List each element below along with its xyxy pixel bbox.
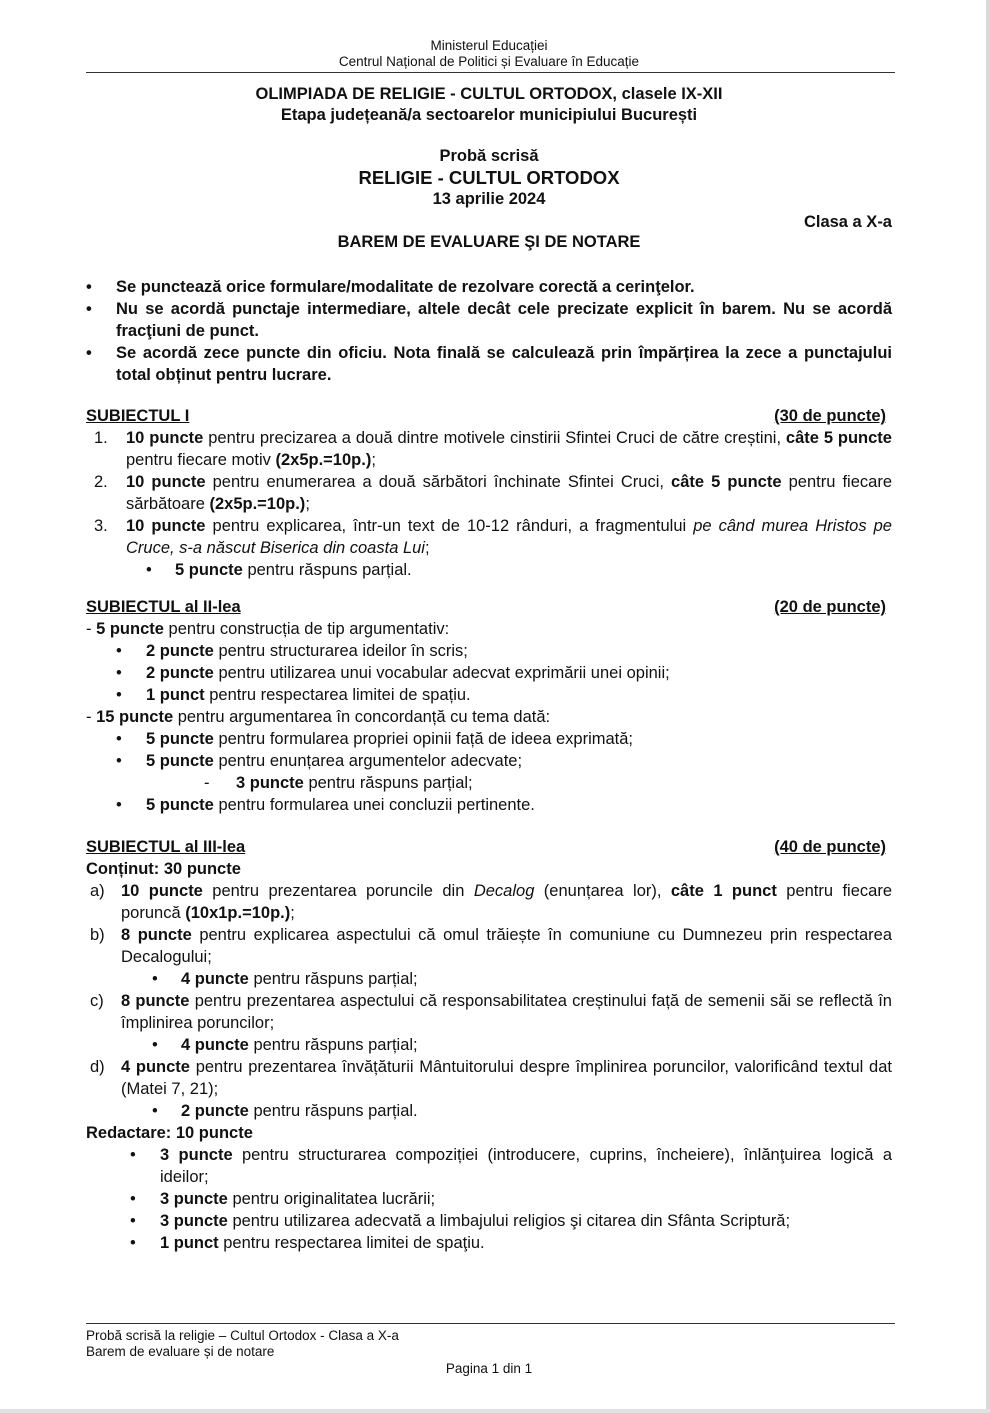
item-1: 1. 10 puncte pentru precizarea a două dintre motivele cinstirii Sfintei Cruci de către creștini, câte 5 puncte pentru fiecare motiv (2x5p.=10p.); <box>94 429 892 469</box>
rule-item: • Se punctează orice formulare/modalitate de rezolvare corectă a cerinţelor. <box>86 278 695 296</box>
list-item: • 5 puncte pentru enunțarea argumentelor adecvate; <box>116 752 523 770</box>
barem-title: BAREM DE EVALUARE ŞI DE NOTARE <box>337 233 641 251</box>
page-number: Pagina 1 din 1 <box>445 1361 533 1376</box>
redactare-item: • 3 puncte pentru structurarea compoziției (introducere, cuprins, încheiere), înlănţuirea logică a ideilor; <box>130 1146 892 1186</box>
section-points: (20 de puncte) <box>774 598 886 616</box>
rule-item: • Nu se acordă punctaje intermediare, altele decât cele precizate explicit în barem. Nu se acordă fracţiuni de punct. <box>86 300 892 340</box>
list-item: • 1 punct pentru respectarea limitei de spațiu. <box>116 686 471 704</box>
list-item: • 2 puncte pentru structurarea ideilor în scris; <box>116 642 468 660</box>
page-edge-shadow <box>986 0 990 1413</box>
general-rules <box>86 276 892 386</box>
section-heading <box>86 596 886 618</box>
proba-label: Probă scrisă <box>439 147 539 165</box>
group-1: - 5 puncte pentru construcția de tip argumentativ: <box>86 620 450 638</box>
section-points: (30 de puncte) <box>774 407 886 425</box>
subject-label: RELIGIE - CULTUL ORTODOX <box>358 167 620 188</box>
redactare-heading: Redactare: 10 puncte <box>86 1124 253 1142</box>
item-b: b) 8 puncte pentru explicarea aspectului că omul trăiește în comuniune cu Dumnezeu prin respectarea Decalogului; <box>90 926 892 966</box>
header <box>0 38 978 70</box>
section-heading <box>86 836 886 858</box>
partial-item: • 4 puncte pentru răspuns parțial; <box>152 1036 418 1054</box>
olympiad-title: OLIMPIADA DE RELIGIE - CULTUL ORTODOX, clasele IX-XII <box>255 85 723 103</box>
partial-item: • 4 puncte pentru răspuns parțial; <box>152 970 418 988</box>
redactare-item: • 3 puncte pentru utilizarea adecvată a limbajului religios şi citarea din Sfânta Scriptură; <box>130 1212 791 1230</box>
item-c: c) 8 puncte pentru prezentarea aspectului că responsabilitatea creștinului față de semenii săi se reflectă în împlinirea poruncilor; <box>90 992 892 1032</box>
exam-heading <box>86 146 892 210</box>
item-2: 2. 10 puncte pentru enumerarea a două sărbători închinate Sfintei Cruci, câte 5 puncte pentru fiecare sărbătoare (2x5p.=10p.); <box>94 473 892 513</box>
redactare-item: • 3 puncte pentru originalitatea lucrării; <box>130 1190 436 1208</box>
page-bottom-shadow <box>0 1409 990 1413</box>
footer-divider <box>86 1323 895 1324</box>
rule-item: • Se acordă zece puncte din oficiu. Nota finală se calculează prin împărțirea la zece a punctajului total obținut pentru lucrare. <box>86 344 892 384</box>
olympiad-heading <box>86 84 892 126</box>
list-item: • 2 puncte pentru utilizarea unui vocabular adecvat exprimării unei opinii; <box>116 664 670 682</box>
header-divider <box>86 72 895 73</box>
footer-line-1: Probă scrisă la religie – Cultul Ortodox - Clasa a X-a <box>86 1328 399 1343</box>
content-heading: Conținut: 30 puncte <box>86 860 241 878</box>
section-subiectul-3 <box>86 836 893 1254</box>
section-title: SUBIECTUL al II-lea <box>86 598 241 616</box>
partial-item: • 5 puncte pentru răspuns parțial. <box>146 561 412 579</box>
stage-title: Etapa județeană/a sectoarelor municipiului București <box>280 106 698 124</box>
section-points: (40 de puncte) <box>774 838 886 856</box>
list-item: • 5 puncte pentru formularea propriei opinii față de ideea exprimată; <box>116 730 634 748</box>
ministry-name: Ministerul Educației <box>430 38 548 53</box>
footer-line-2: Barem de evaluare și de notare <box>86 1344 275 1359</box>
item-d: d) 4 puncte pentru prezentarea învățăturii Mântuitorului despre împlinirea poruncilor, valorificând textul dat (Matei 7, 21); <box>90 1058 892 1098</box>
center-name: Centrul Național de Politici și Evaluare în Educație <box>338 54 640 69</box>
item-3: 3. 10 puncte pentru explicarea, într-un text de 10-12 rânduri, a fragmentului pe când murea Hristos pe Cruce, s-a născut Biserica din coasta Lui; <box>94 517 892 557</box>
exam-date: 13 aprilie 2024 <box>432 190 546 208</box>
group-2: - 15 puncte pentru argumentarea în concordanță cu tema dată: <box>86 708 551 726</box>
section-subiectul-1 <box>86 405 892 581</box>
item-a: a) 10 puncte pentru prezentarea poruncile din Decalog (enunțarea lor), câte 1 punct pentru fiecare poruncă (10x1p.=10p.); <box>90 882 893 922</box>
section-title: SUBIECTUL I <box>86 407 190 425</box>
list-item: • 5 puncte pentru formularea unei concluzii pertinente. <box>116 796 535 814</box>
partial-item: • 2 puncte pentru răspuns parțial. <box>152 1102 418 1120</box>
redactare-item: • 1 punct pentru respectarea limitei de spaţiu. <box>130 1234 485 1252</box>
class-label: Clasa a X-a <box>803 213 892 231</box>
section-subiectul-2 <box>86 596 886 816</box>
partial-item: - 3 puncte pentru răspuns parțial; <box>204 774 473 792</box>
section-heading <box>86 405 886 427</box>
section-title: SUBIECTUL al III-lea <box>86 838 246 856</box>
